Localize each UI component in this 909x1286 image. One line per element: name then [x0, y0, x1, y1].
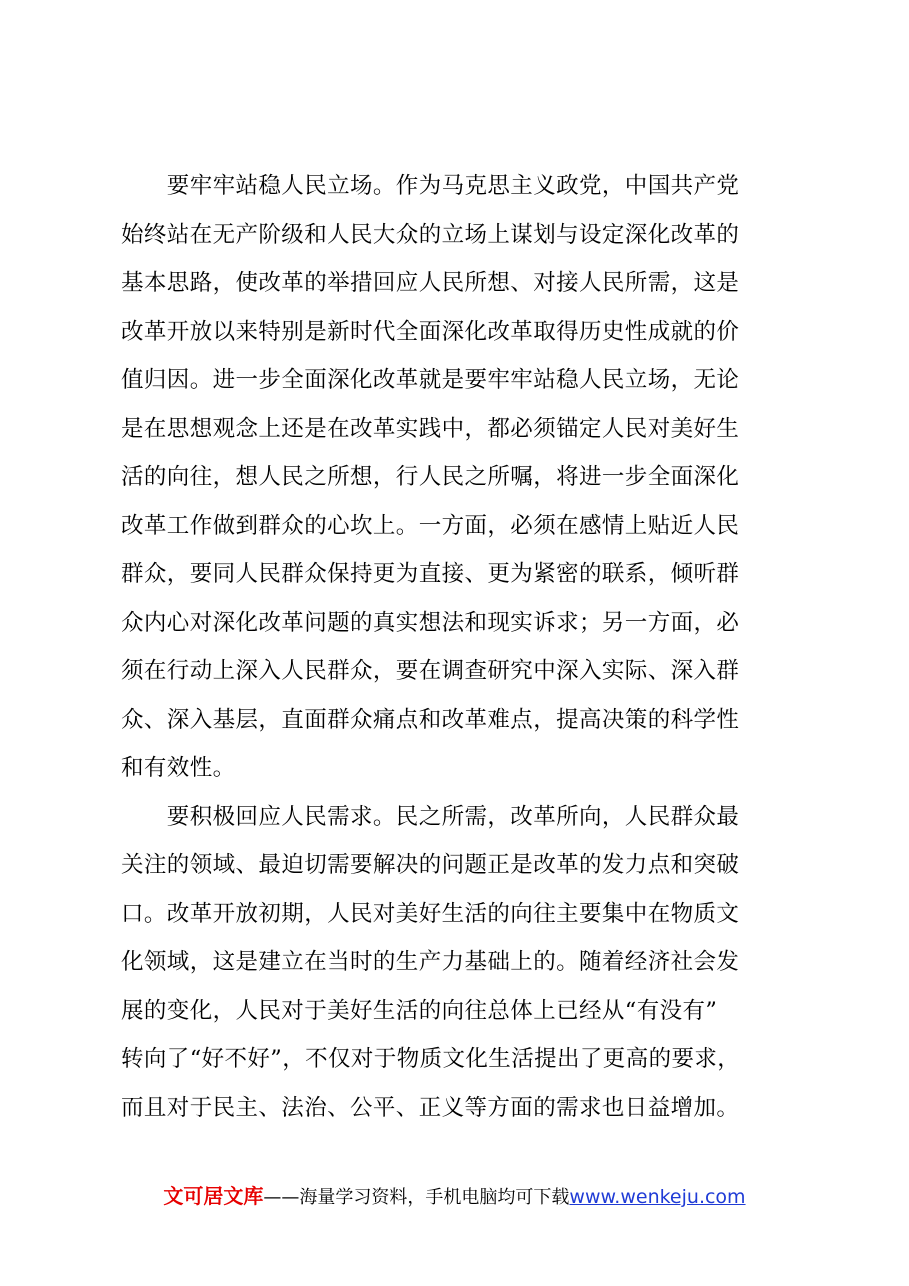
text-line: 展的变化，人民对于美好生活的向往总体上已经从“有没有”	[121, 997, 718, 1024]
text-line: 值归因。进一步全面深化改革就是要牢牢站稳人民立场，无论	[121, 367, 740, 393]
footer-banner	[0, 1180, 909, 1209]
text-line: 始终站在无产阶级和人民大众的立场上谋划与设定深化改革的	[121, 221, 740, 248]
text-line: 活的向往，想人民之所想，行人民之所嘱，将进一步全面深化	[121, 464, 740, 490]
text-line: 而且对于民主、法治、公平、正义等方面的需求也日益增加。	[121, 1094, 740, 1121]
text-line: 要积极回应人民需求。民之所需，改革所向，人民群众最	[121, 803, 740, 830]
text-line: 改革工作做到群众的心坎上。一方面，必须在感情上贴近人民	[121, 512, 740, 539]
text-line: 众、深入基层，直面群众痛点和改革难点，提高决策的科学性	[121, 706, 740, 733]
text-line: 要牢牢站稳人民立场。作为马克思主义政党，中国共产党	[121, 173, 740, 199]
text-line: 群众，要同人民群众保持更为直接、更为紧密的联系，倾听群	[121, 561, 740, 587]
text-line: 基本思路，使改革的举措回应人民所想、对接人民所需，这是	[121, 270, 740, 296]
footer-tagline: ——海量学习资料，手机电脑均可下载	[263, 1187, 570, 1208]
text-line: 口。改革开放初期，人民对美好生活的向往主要集中在物质文	[121, 900, 740, 927]
text-line: 化领域，这是建立在当时的生产力基础上的。随着经济社会发	[121, 949, 740, 975]
footer-brand: 文可居文库	[163, 1184, 264, 1208]
text-line: 须在行动上深入人民群众，要在调查研究中深入实际、深入群	[121, 658, 740, 684]
text-line: 转向了“好不好”，不仅对于物质文化生活提出了更高的要求，	[121, 1046, 741, 1072]
body-text	[121, 162, 793, 1132]
text-line: 关注的领域、最迫切需要解决的问题正是改革的发力点和突破	[121, 852, 740, 878]
text-line: 是在思想观念上还是在改革实践中，都必须锚定人民对美好生	[121, 415, 740, 442]
text-line: 改革开放以来特别是新时代全面深化改革取得历史性成就的价	[121, 318, 740, 345]
footer-link[interactable]: www.wenkeju.com	[569, 1186, 746, 1208]
text-line: 众内心对深化改革问题的真实想法和现实诉求；另一方面，必	[121, 609, 740, 636]
text-line: 和有效性。	[121, 755, 236, 781]
